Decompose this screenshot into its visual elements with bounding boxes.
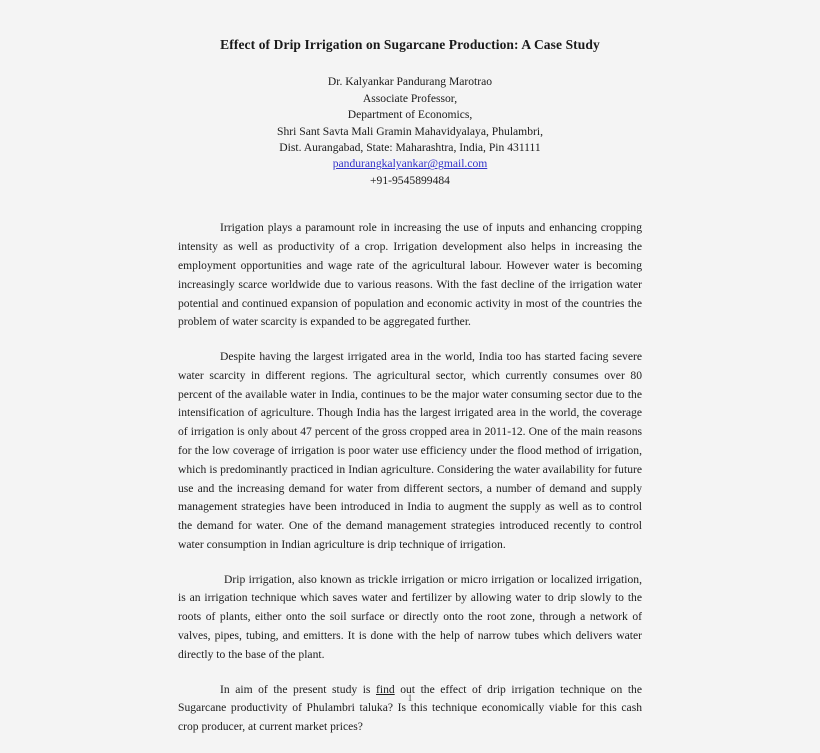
author-address: Dist. Aurangabad, State: Maharashtra, India, Pin 431111 (279, 141, 541, 155)
author-designation: Associate Professor, (362, 91, 458, 105)
page-title: Effect of Drip Irrigation on Sugarcane Production: A Case Study (220, 37, 600, 52)
author-name: Dr. Kalyankar Pandurang Marotrao (327, 75, 493, 89)
page-number: 1 (407, 694, 413, 704)
underlined-word: find (375, 682, 395, 696)
author-email-link[interactable]: pandurangkalyankar@gmail.com (332, 157, 488, 171)
body-paragraph-final (178, 681, 642, 737)
final-paragraph-tail: out the effect of drip irrigation technique on the Sugarcane productivity of Phulambri taluka? Is this technique economically viable for this cash crop producer, at current market prices? (178, 682, 642, 734)
author-department: Department of Economics, (347, 108, 473, 122)
body-paragraph: Despite having the largest irrigated area in the world, India too has started facing severe water scarcity in different regions. The agricultural sector, which currently consumes over 80 percent of the available water in India, continues to be the major water consuming sector due to the intensification of agriculture. Though India has the largest irrigated area in the world, the coverage of irrigation is only about 47 percent of the gross cropped area in 2011-12. One of the main reasons for the low coverage of irrigation is poor water use efficiency under the flood method of irrigation, which is predominantly practiced in Indian agriculture. Considering the water availability for future use and the increasing demand for water from different sectors, a number of demand and supply management strategies have been introduced in India to augment the supply as well as to control the demand for water. One of the demand management strategies introduced recently to control water consumption in Indian agriculture is drip technique of irrigation. (178, 350, 642, 551)
author-email-link-wrapper (178, 156, 642, 172)
final-paragraph-lead: In aim of the present study is (220, 682, 376, 696)
author-institution: Shri Sant Savta Mali Gramin Mahavidyalaya, Phulambri, (277, 124, 543, 138)
page-content (178, 36, 642, 753)
author-block (178, 74, 642, 189)
body-paragraph: Drip irrigation, also known as trickle irrigation or micro irrigation or localized irrigation, is an irrigation technique which saves water and fertilizer by allowing water to drip slowly to the roots of plants, either onto the soil surface or directly onto the root zone, through a network of valves, pipes, tubing, and emitters. It is done with the help of narrow tubes which delivers water directly to the base of the plant. (178, 572, 642, 661)
body-paragraph: Irrigation plays a paramount role in increasing the use of inputs and enhancing cropping intensity as well as productivity of a crop. Irrigation development also helps in increasing the employment opportunities and wage rate of the agricultural labour. However water is becoming increasingly scarce worldwide due to various reasons. With the fast decline of the irrigation water potential and continued expansion of population and economic activity in most of the countries the problem of water scarcity is expanded to be aggregated further. (178, 221, 642, 329)
author-phone: +91-9545899484 (370, 173, 450, 187)
